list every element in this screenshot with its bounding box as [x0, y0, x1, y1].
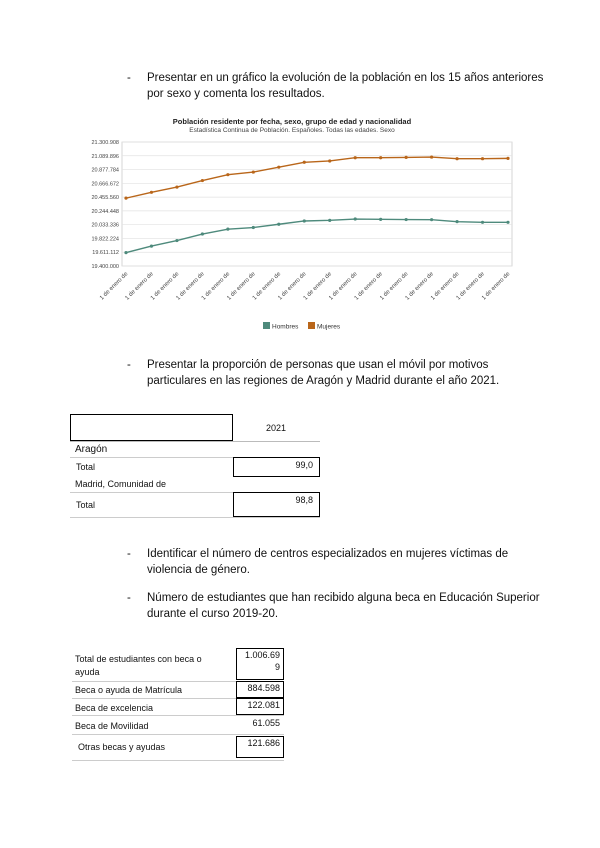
- data-point: [379, 156, 382, 159]
- question-1-line-1: Presentar en un gráfico la evolución de la población en los 15 años anteriores: [147, 72, 544, 84]
- y-tick-label: 19.400.000: [91, 264, 119, 270]
- data-point: [303, 219, 306, 222]
- x-tick-label: 1 de enero de: [277, 271, 308, 302]
- y-tick-label: 20.455.560: [91, 195, 119, 202]
- question-3-line-2: violencia de género.: [147, 564, 250, 576]
- y-tick-label: 20.877.784: [91, 167, 119, 174]
- x-tick-label: 1 de enero de: [149, 271, 181, 302]
- data-point: [252, 170, 255, 173]
- data-point: [506, 157, 509, 160]
- bullet-dash: -: [127, 359, 131, 371]
- x-tick-label: 1 de enero de: [124, 271, 155, 302]
- question-3-line-1: Identificar el número de centros especializados en mujeres víctimas de: [147, 548, 509, 560]
- chart-subtitle: Estadística Continua de Población. Españoles. Todas las edades. Sexo: [189, 127, 395, 134]
- region-aragon: Aragón: [75, 444, 108, 455]
- row-label: Beca de Movilidad: [75, 721, 149, 731]
- data-point: [226, 173, 229, 176]
- row-label: Total de estudiantes con beca o: [75, 654, 202, 664]
- data-point: [277, 223, 280, 226]
- table-header-empty-cell: [70, 414, 233, 441]
- movilidad-value: 61.055: [252, 718, 280, 728]
- data-point: [430, 218, 433, 221]
- series-line-hombres: [126, 219, 508, 253]
- x-tick-label: 1 de enero de: [430, 271, 461, 302]
- x-tick-label: 1 de enero de: [302, 271, 334, 302]
- x-tick-label: 1 de enero de: [226, 271, 257, 302]
- y-tick-label: 19.611.112: [92, 250, 119, 257]
- total-value-cont: 9: [274, 662, 280, 672]
- row-label: Beca de excelencia: [75, 703, 154, 713]
- data-point: [124, 197, 127, 200]
- data-point: [175, 239, 178, 242]
- x-tick-label: 1 de enero de: [353, 271, 385, 302]
- x-tick-label: 1 de enero de: [455, 271, 486, 302]
- data-point: [201, 179, 204, 182]
- divider: [70, 517, 320, 518]
- data-point: [455, 220, 458, 223]
- data-point: [175, 185, 178, 188]
- total-label: Total: [76, 462, 96, 472]
- data-point: [379, 218, 382, 221]
- x-tick-label: 1 de enero de: [200, 271, 232, 302]
- x-tick-label: 1 de enero de: [98, 271, 130, 302]
- y-tick-label: 20.244.448: [91, 208, 119, 215]
- matricula-value: 884.598: [247, 683, 280, 693]
- bullet-dash: -: [127, 72, 131, 84]
- data-point: [354, 156, 357, 159]
- data-point: [455, 157, 458, 160]
- question-1-line-2: por sexo y comenta los resultados.: [147, 88, 325, 100]
- y-tick-label: 19.822.224: [91, 236, 119, 243]
- x-tick-label: 1 de enero de: [251, 271, 283, 302]
- aragon-total-value: 99,0: [295, 460, 313, 470]
- y-tick-label: 21.089.896: [91, 153, 119, 160]
- row-label: Otras becas y ayudas: [78, 742, 166, 752]
- total-label: Total: [76, 500, 96, 510]
- data-point: [226, 228, 229, 231]
- divider: [72, 715, 284, 716]
- data-point: [328, 219, 331, 222]
- legend-label: Hombres: [272, 323, 299, 331]
- series-line-mujeres: [126, 157, 508, 198]
- madrid-total-value: 98,8: [295, 495, 313, 505]
- y-tick-label: 20.666.672: [91, 181, 119, 188]
- legend-label: Mujeres: [317, 323, 341, 331]
- data-point: [405, 218, 408, 221]
- question-2-line-1: Presentar la proporción de personas que usan el móvil por motivos: [147, 359, 489, 371]
- data-point: [277, 166, 280, 169]
- x-tick-label: 1 de enero de: [404, 271, 436, 302]
- excelencia-value: 122.081: [247, 700, 280, 710]
- y-tick-label: 21.300.908: [91, 140, 119, 146]
- data-point: [201, 232, 204, 235]
- data-point: [328, 159, 331, 162]
- x-tick-label: 1 de enero de: [379, 271, 410, 302]
- question-2-line-2: particulares en las regiones de Aragón y Madrid durante el año 2021.: [147, 375, 500, 387]
- x-tick-label: 1 de enero de: [175, 271, 206, 302]
- question-4-line-2: durante el curso 2019-20.: [147, 608, 279, 620]
- data-point: [481, 157, 484, 160]
- data-point: [405, 156, 408, 159]
- data-point: [430, 155, 433, 158]
- y-tick-label: 20.033.336: [91, 222, 119, 229]
- region-madrid: Madrid, Comunidad de: [75, 479, 167, 489]
- row-label: Beca o ayuda de Matrícula: [75, 685, 183, 695]
- plot-area: [122, 142, 512, 266]
- data-point: [481, 221, 484, 224]
- data-point: [303, 161, 306, 164]
- bullet-dash: -: [127, 548, 131, 560]
- bullet-dash: -: [127, 592, 131, 604]
- divider: [70, 441, 320, 442]
- data-point: [150, 245, 153, 248]
- divider: [72, 760, 284, 761]
- divider: [72, 734, 284, 735]
- question-4-line-1: Número de estudiantes que han recibido alguna beca en Educación Superior: [147, 592, 540, 604]
- x-tick-label: 1 de enero de: [480, 271, 512, 302]
- data-point: [354, 217, 357, 220]
- chart-title: Población residente por fecha, sexo, grupo de edad y nacionalidad: [172, 117, 412, 126]
- x-tick-label: 1 de enero de: [328, 271, 359, 302]
- legend-swatch: [263, 322, 270, 329]
- data-point: [150, 191, 153, 194]
- data-point: [252, 226, 255, 229]
- year-header: 2021: [266, 423, 287, 433]
- data-point: [124, 251, 127, 254]
- total-value: 1.006.69: [244, 650, 280, 660]
- legend-swatch: [308, 322, 315, 329]
- data-point: [506, 221, 509, 224]
- row-label: ayuda: [75, 667, 100, 677]
- population-line-chart: [60, 110, 530, 335]
- otras-value: 121.686: [247, 738, 280, 748]
